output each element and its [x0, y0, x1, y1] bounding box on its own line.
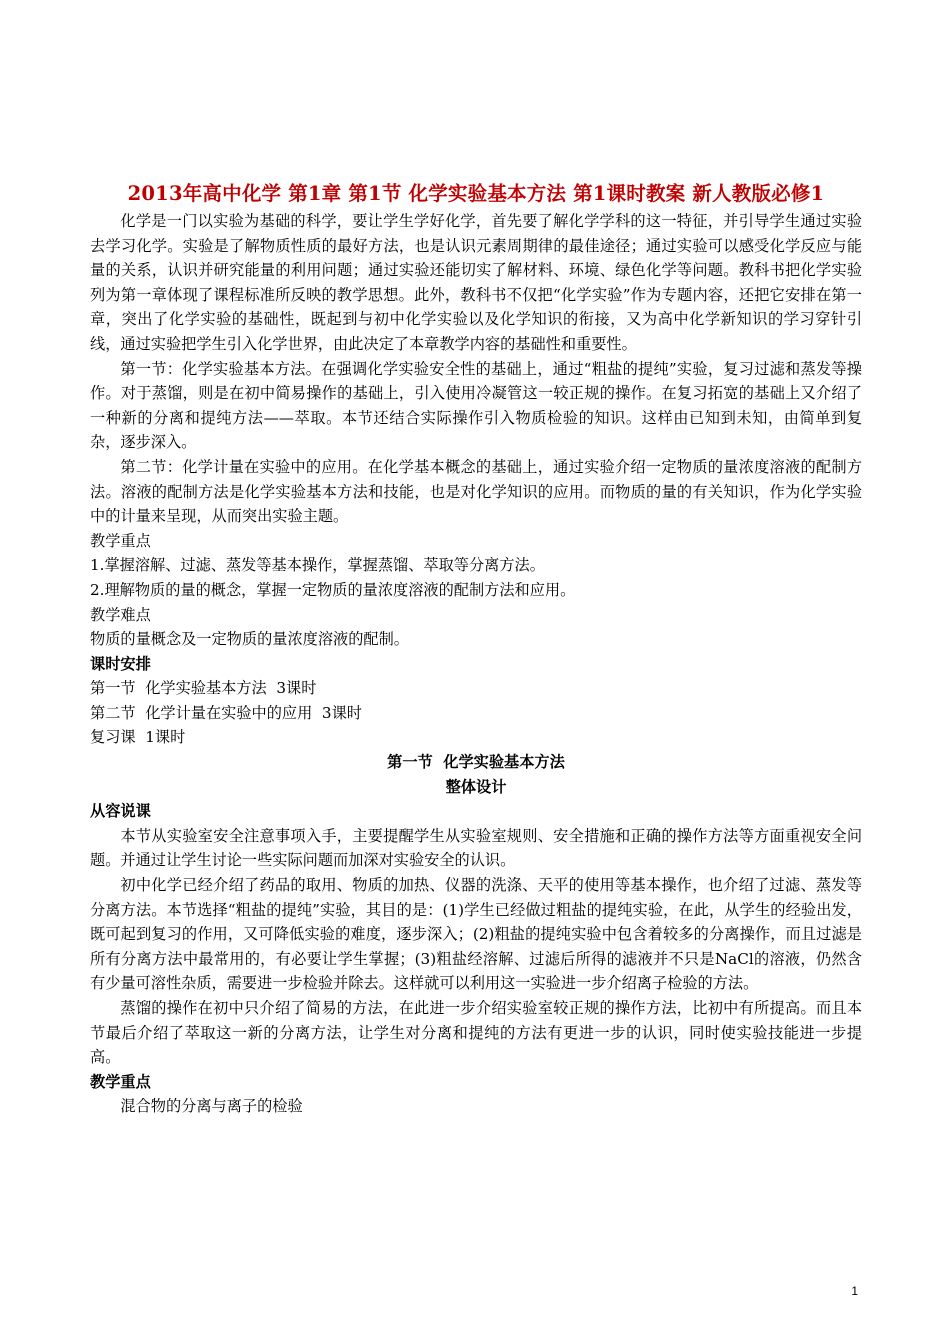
difficulties-heading: 教学难点	[90, 605, 151, 624]
document-title: 2013年高中化学 第1章 第1节 化学实验基本方法 第1课时教案 新人教版必修1	[127, 182, 825, 205]
intro-paragraph: 化学是一门以实验为基础的科学，要让学生学好化学，首先要了解化学学科的这一特征，并引导学生通过实验去学习化学。实验是了解物质性质的最好方法，也是认识元素周期律的最佳途径；通过实验可以感受化学反应与能量的关系，认识并研究能量的利用问题；通过实验还能切实了解材料、环境、绿色化学等问题。教科书把化学实验列为第一章体现了课程标准所反映的教学思想。此外，教科书不仅把“化学实验”作为专题内容，还把它安排在第一章，突出了化学实验的基础性，既起到与初中化学实验以及化学知识的衔接，又为高中化学新知识的学习穿针引线，通过实验把学生引入化学世界，由此决定了本章教学内容的基础性和重要性。	[90, 212, 862, 353]
section-subtitle: 整体设计	[445, 777, 507, 796]
intro-paragraph: 第一节：化学实验基本方法。在强调化学实验安全性的基础上，通过“粗盐的提纯”实验，复习过滤和蒸发等操作。对于蒸馏，则是在初中简易操作的基础上，引入使用冷凝管这一较正规的操作。在复习拓宽的基础上又介绍了一种新的分离和提纯方法——萃取。本节还结合实际操作引入物质检验的知识。这样由已知到未知，由简单到复杂，逐步深入。	[90, 359, 862, 452]
key-point-item: 2.理解物质的量的概念，掌握一定物质的量浓度溶液的配制方法和应用。	[90, 580, 576, 599]
intro-paragraph: 第二节：化学计量在实验中的应用。在化学基本概念的基础上，通过实验介绍一定物质的量浓度溶液的配制方法。溶液的配制方法是化学实验基本方法和技能，也是对化学知识的应用。而物质的量的有关知识，作为化学实验中的计量来呈现，从而突出实验主题。	[90, 457, 862, 526]
section-title: 第一节 化学实验基本方法	[387, 753, 565, 772]
schedule-item: 第一节 化学实验基本方法 3课时	[90, 679, 317, 698]
lesson-heading: 从容说课	[90, 802, 151, 821]
lesson-paragraph: 本节从实验室安全注意事项入手，主要提醒学生从实验室规则、安全措施和正确的操作方法等方面重视安全问题。并通过让学生讨论一些实际问题而加深对实验安全的认识。	[90, 826, 862, 870]
document-page	[90, 180, 862, 1119]
page-number: 1	[851, 1284, 858, 1298]
schedule-item: 第二节 化学计量在实验中的应用 3课时	[90, 703, 362, 722]
lesson-paragraph: 初中化学已经介绍了药品的取用、物质的加热、仪器的洗涤、天平的使用等基本操作，也介绍了过滤、蒸发等分离方法。本节选择“粗盐的提纯”实验，其目的是：(1)学生已经做过粗盐的提纯实验，在此，从学生的经验出发，既可起到复习的作用，又可降低实验的难度，逐步深入；(2)粗盐的提纯实验中包含着较多的分离操作，而且过滤是所有分离方法中最常用的，有必要让学生掌握；(3)粗盐经溶解、过滤后所得的滤液并不只是NaCl的溶液，仍然含有少量可溶性杂质，需要进一步检验并除去。这样就可以利用这一实验进一步介绍离子检验的方法。	[90, 876, 862, 993]
key-point-item: 1.掌握溶解、过滤、蒸发等基本操作，掌握蒸馏、萃取等分离方法。	[90, 556, 545, 575]
key-points-heading: 教学重点	[90, 531, 151, 550]
schedule-item: 复习课 1课时	[90, 728, 186, 747]
lesson-paragraph: 蒸馏的操作在初中只介绍了简易的方法，在此进一步介绍实验室较正规的操作方法，比初中有所提高。而且本节最后介绍了萃取这一新的分离方法，让学生对分离和提纯的方法有更进一步的认识，同时使实验技能进一步提高。	[90, 999, 862, 1067]
schedule-heading: 课时安排	[90, 654, 151, 673]
difficulties-text: 物质的量概念及一定物质的量浓度溶液的配制。	[90, 630, 409, 649]
focus-text: 混合物的分离与离子的检验	[120, 1097, 303, 1116]
focus-heading: 教学重点	[90, 1072, 151, 1091]
